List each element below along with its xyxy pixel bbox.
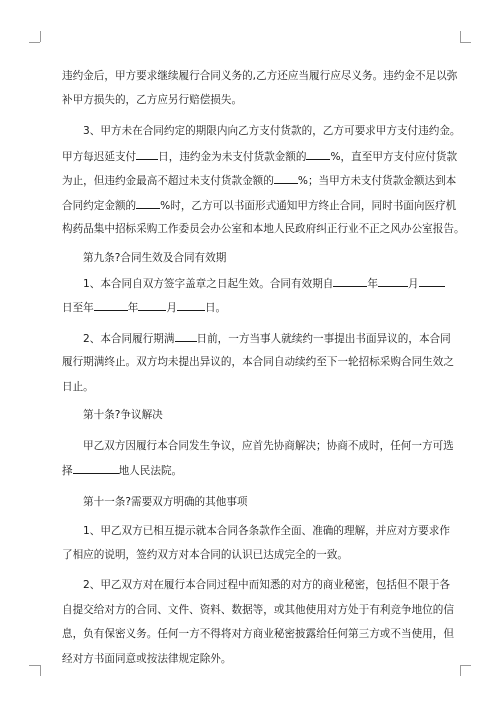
blank-field (306, 149, 330, 160)
section-heading (62, 408, 438, 422)
text-line (62, 548, 438, 562)
text-run: 为止，但违约金最高不超过未支付货款金额的 (62, 175, 274, 187)
blank-field (94, 300, 128, 311)
text-run: 第十条?争议解决 (83, 409, 163, 421)
section-heading (62, 251, 438, 265)
text-line (62, 578, 450, 592)
text-run: 息，负有保密义务。任何一方不得将对方商业秘密披露给任何第三方或不当使用，但 (62, 628, 454, 640)
text-line (62, 149, 458, 164)
text-run: 合同约定金额的 (62, 200, 137, 212)
text-run: 1、甲乙双方已相互提示就本合同各条款作全面、准确的理解，并应对方要求作 (83, 525, 450, 537)
text-line (62, 355, 454, 369)
text-line (62, 627, 454, 641)
text-line (62, 69, 458, 83)
text-line (62, 93, 438, 107)
text-line (62, 276, 438, 291)
text-run: 日。 (204, 302, 227, 314)
text-line (62, 198, 457, 213)
text-run: 地人民法院。 (118, 465, 183, 477)
text-run: 补甲方损失的，乙方应另行赔偿损失。 (62, 94, 243, 106)
text-run: 日，违约金为未支付货款金额的 (158, 151, 307, 163)
text-line (62, 331, 451, 346)
text-line (62, 603, 454, 617)
section-heading (62, 495, 438, 509)
text-run: 自提交给对方的合同、文件、资料、数据等，或其他使用对方处于有利竞争地位的信 (62, 604, 454, 616)
text-line (62, 222, 465, 236)
text-run: 日止。 (62, 381, 94, 393)
blank-field (175, 331, 197, 342)
text-run: %时，乙方可以书面形式通知甲方终止合同，同时书面向医疗机 (160, 200, 457, 212)
text-run: 年 (367, 278, 378, 290)
blank-field (73, 463, 119, 474)
text-run: 违约金后，甲方要求继续履行合同义务的,乙方还应当履行应尽义务。违约金不足以弥 (62, 70, 458, 82)
text-run: 1、本合同自双方签字盖章之日起生效。合同有效期自 (83, 278, 334, 290)
text-run: 履行期满终止。双方均未提出异议的，本合同自动续约至下一轮招标采购合同生效之 (62, 356, 454, 368)
blank-field (333, 276, 367, 287)
text-run: 日至年 (62, 302, 94, 314)
blank-field (419, 276, 445, 287)
text-run: 2、甲乙双方对在履行本合同过程中而知悉的对方的商业秘密，包括但不限于各 (83, 579, 450, 591)
text-run: 3、甲方未在合同约定的期限内向乙方支付货款的，乙方可要求甲方支付违约金。 (83, 125, 461, 137)
text-line (62, 463, 438, 478)
text-run: 经对方书面同意或按法律规定除外。 (62, 653, 232, 665)
text-run: 日前，一方当事人就续约一事提出书面异议的，本合同 (196, 333, 451, 345)
blank-field (274, 173, 298, 184)
text-run: %，直至甲方支付应付货款 (330, 151, 458, 163)
text-line (62, 300, 438, 315)
text-run: 年 (127, 302, 139, 314)
text-run: 择 (62, 465, 73, 477)
text-run: 第九条?合同生效及合同有效期 (83, 252, 227, 264)
blank-field (138, 300, 166, 311)
text-run: 甲乙双方因履行本合同发生争议，应首先协商解决；协商不成时，任何一方可选 (83, 440, 454, 452)
text-run: 第十一条?需要双方明确的其他事项 (83, 496, 248, 508)
text-line (62, 524, 450, 538)
blank-field (177, 300, 205, 311)
text-run: 构药品集中招标采购工作委员会办公室和本地人民政府纠正行业不正之风办公室报告。 (62, 223, 465, 235)
text-run: 2、本合同履行期满 (83, 333, 175, 345)
text-line (62, 439, 454, 453)
text-line (62, 652, 438, 666)
text-line (62, 124, 461, 138)
blank-field (378, 276, 408, 287)
text-run: 了相应的说明，签约双方对本合同的认识已达成完全的一致。 (62, 549, 349, 561)
text-line (62, 380, 438, 394)
text-run: 甲方每迟延支付 (62, 151, 137, 163)
text-run: %；当甲方未支付货款金额达到本 (297, 175, 457, 187)
blank-field (136, 149, 158, 160)
text-line (62, 173, 457, 188)
text-run: 月 (166, 302, 177, 314)
blank-field (136, 198, 160, 209)
text-run: 月 (408, 278, 419, 290)
